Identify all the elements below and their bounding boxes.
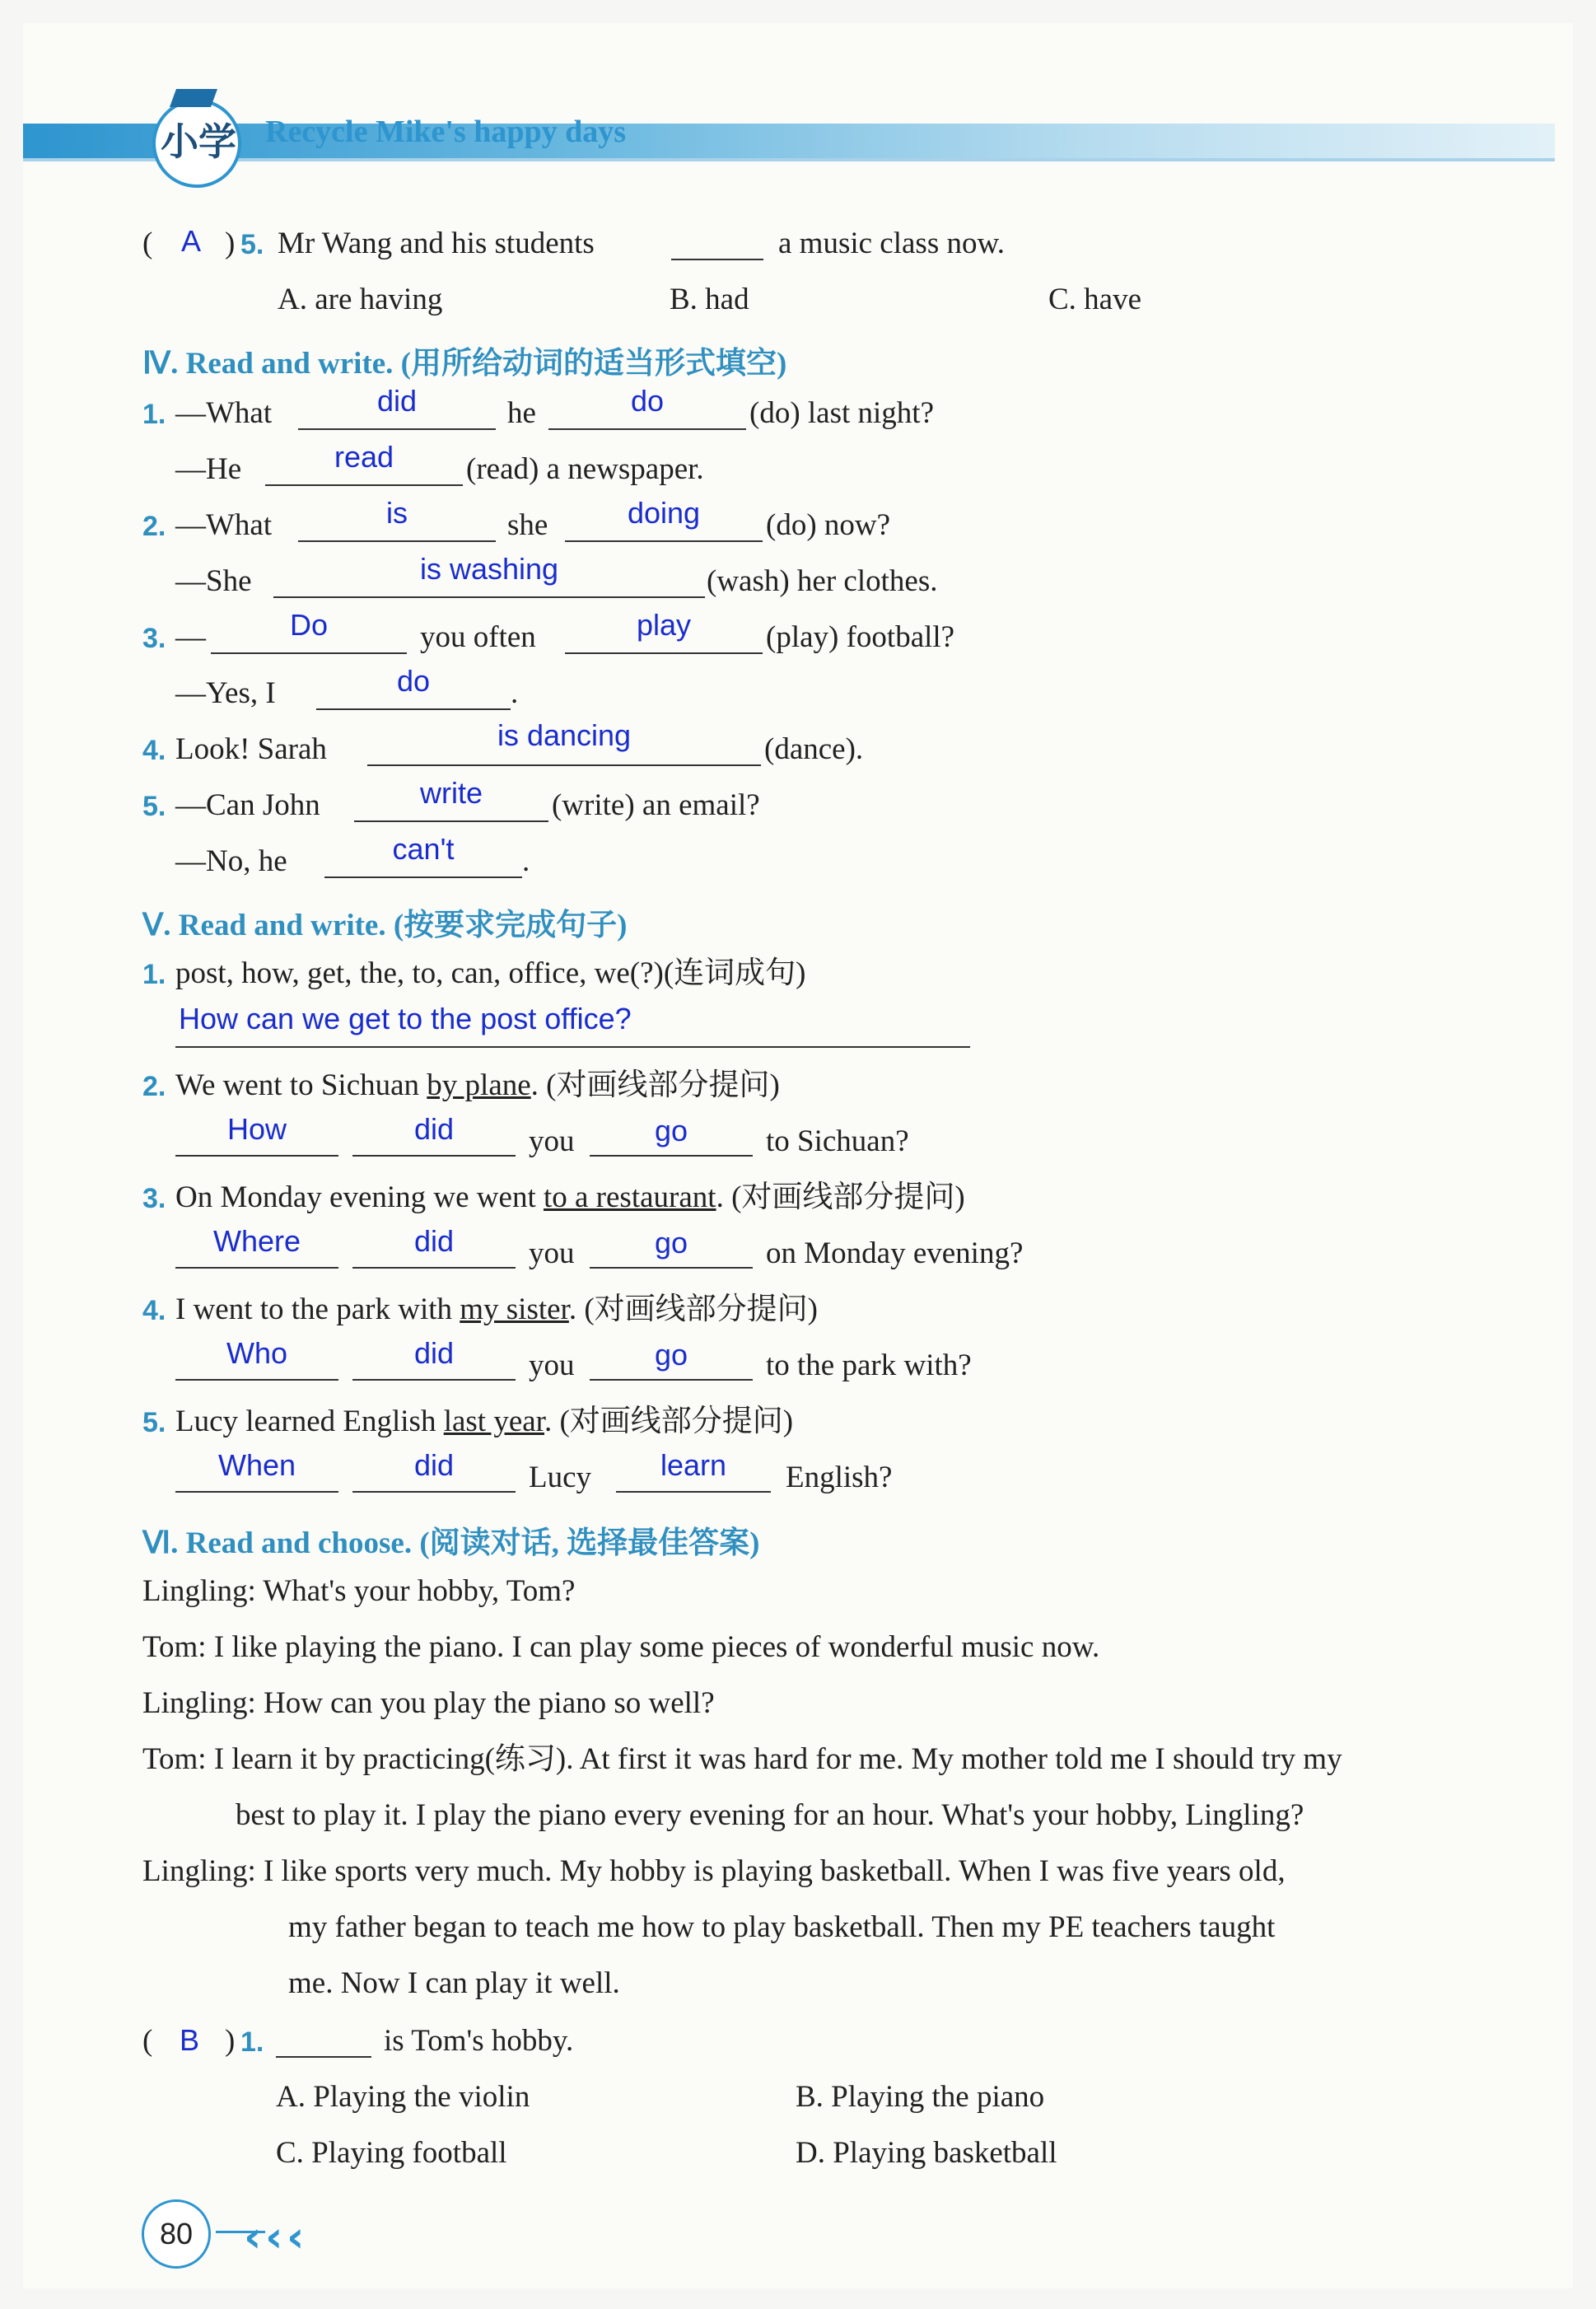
s5-q4-word-1: you xyxy=(529,1348,575,1382)
s4-q1-text-e: (read) a newspaper. xyxy=(466,452,704,486)
s4-q1-blank-3 xyxy=(265,484,463,486)
chevron-left-icon: ‹ xyxy=(265,2213,283,2262)
s5-q5-blank-1 xyxy=(175,1491,338,1493)
s4-q3-text-e: . xyxy=(511,676,519,710)
s4-q1-text-d: —He xyxy=(175,452,242,486)
s5-q4-answer-2: did xyxy=(413,1336,455,1370)
dialog-line-8: me. Now I can play it well. xyxy=(288,1966,620,2000)
s5-q5-number: 5. xyxy=(142,1407,166,1438)
s5-q4-underlined: my sister xyxy=(460,1292,569,1326)
s4-q2-text-a: —What xyxy=(175,508,273,542)
s5-q2-answer-2: did xyxy=(413,1112,455,1146)
logo-text: 小学 xyxy=(161,119,236,164)
chevron-left-icon: ‹ xyxy=(287,2213,305,2262)
s5-q2-sentence xyxy=(175,1068,780,1104)
s4-q2-number: 2. xyxy=(142,511,166,542)
q5-blank xyxy=(671,259,763,260)
s4-q5-text-a: —Can John xyxy=(175,788,320,822)
s4-q1-answer-1: did xyxy=(376,384,418,418)
s4-q5-answer-2: can't xyxy=(392,832,455,866)
s4-q3-answer-3: do xyxy=(396,664,431,698)
dialog-line-5: best to play it. I play the piano every evening for an hour. What's your hobby, Lingling? xyxy=(236,1798,1304,1832)
s5-q4-blank-2 xyxy=(352,1379,516,1381)
s4-q1-blank-1 xyxy=(298,428,496,430)
s4-q5-text-c: (write) an email? xyxy=(552,788,760,822)
section-5-title: Ⅴ. Read and write. (按要求完成句子) xyxy=(142,909,628,942)
s4-q2-text-b: she xyxy=(507,508,548,542)
s5-q3-answer-1: Where xyxy=(212,1224,301,1258)
dialog-line-7: my father began to teach me how to play basketball. Then my PE teachers taught xyxy=(288,1910,1276,1944)
s5-q3-blank-2 xyxy=(352,1267,516,1269)
s5-q5-blank-2 xyxy=(352,1491,516,1493)
s5-q3-pre: On Monday evening we went xyxy=(175,1180,544,1214)
q5-paren: ( xyxy=(142,227,153,260)
q5-option-a: A. are having xyxy=(278,283,443,316)
s4-q2-blank-2 xyxy=(565,540,763,542)
s4-q5-text-e: . xyxy=(522,844,530,878)
s5-q4-word-2: to the park with? xyxy=(766,1348,972,1382)
dialog-line-2: Tom: I like playing the piano. I can play some pieces of wonderful music now. xyxy=(142,1630,1100,1664)
graduation-cap-icon xyxy=(170,89,217,107)
s5-q5-underlined: last year xyxy=(443,1405,544,1438)
s5-q2-post: . (对画线部分提问) xyxy=(530,1068,780,1102)
q5-option-b: B. had xyxy=(670,283,749,316)
s5-q3-underlined: to a restaurant xyxy=(543,1180,716,1214)
s5-q5-answer-2: did xyxy=(413,1448,455,1482)
s4-q4-number: 4. xyxy=(142,735,166,766)
s4-q2-answer-3: is washing xyxy=(419,552,559,586)
s5-q1-number: 1. xyxy=(142,959,166,990)
s4-q5-text-d: —No, he xyxy=(175,844,287,878)
s6-q1-blank xyxy=(276,2056,371,2058)
s4-q4-text-a: Look! Sarah xyxy=(175,732,327,766)
q5-number: 5. xyxy=(240,229,264,260)
s5-q4-blank-3 xyxy=(590,1379,753,1381)
s5-q2-word-2: to Sichuan? xyxy=(766,1124,909,1158)
s5-q2-answer-1: How xyxy=(226,1112,287,1146)
s5-q2-pre: We went to Sichuan xyxy=(175,1068,427,1102)
s5-q4-blank-1 xyxy=(175,1379,338,1381)
s4-q1-text-b: he xyxy=(507,396,536,430)
s5-q1-blank xyxy=(175,1046,970,1048)
s5-q3-sentence xyxy=(175,1180,965,1216)
s5-q3-post: . (对画线部分提问) xyxy=(716,1180,965,1214)
s4-q1-answer-3: read xyxy=(334,440,394,474)
s6-q1-answer: B xyxy=(179,2023,199,2057)
s4-q3-blank-1 xyxy=(211,652,407,654)
s5-q5-word-2: English? xyxy=(786,1461,893,1494)
s4-q5-blank-1 xyxy=(354,820,548,822)
s4-q3-answer-1: Do xyxy=(289,608,329,642)
section-4-title: Ⅳ. Read and write. (用所给动词的适当形式填空) xyxy=(142,347,787,381)
s4-q2-blank-1 xyxy=(298,540,496,542)
s4-q3-blank-2 xyxy=(565,652,763,654)
s4-q2-text-c: (do) now? xyxy=(766,508,891,542)
s5-q4-number: 4. xyxy=(142,1295,166,1326)
s5-q4-pre: I went to the park with xyxy=(175,1292,460,1326)
s5-q5-answer-1: When xyxy=(217,1448,296,1482)
s5-q4-answer-3: go xyxy=(654,1338,688,1372)
s5-q4-sentence xyxy=(175,1292,818,1328)
s6-q1-option-c: C. Playing football xyxy=(276,2136,507,2170)
s6-q1-option-b: B. Playing the piano xyxy=(796,2080,1045,2114)
chevron-left-icon: ‹ xyxy=(244,2213,262,2262)
q5-paren-close: ) xyxy=(225,227,236,260)
s6-q1-text: is Tom's hobby. xyxy=(384,2024,574,2058)
q5-answer: A xyxy=(180,224,201,258)
section-6-title: Ⅵ. Read and choose. (阅读对话, 选择最佳答案) xyxy=(142,1526,760,1560)
s5-q1-text: post, how, get, the, to, can, office, we(?)(连词成句) xyxy=(175,956,806,990)
dialog-line-4: Tom: I learn it by practicing(练习). At first it was hard for me. My mother told me I should try my xyxy=(142,1742,1342,1776)
s4-q2-answer-2: doing xyxy=(627,496,701,530)
s5-q5-pre: Lucy learned English xyxy=(175,1405,444,1438)
dialog-line-1: Lingling: What's your hobby, Tom? xyxy=(142,1574,576,1608)
s6-q1-paren: ( xyxy=(142,2024,153,2058)
s5-q1-answer: How can we get to the post office? xyxy=(179,1002,632,1035)
s5-q3-word-1: you xyxy=(529,1236,575,1270)
s5-q2-blank-3 xyxy=(590,1155,753,1157)
q5-text-a: Mr Wang and his students xyxy=(278,227,595,260)
s4-q3-number: 3. xyxy=(142,623,166,654)
s4-q3-answer-2: play xyxy=(636,608,692,642)
q5-option-c: C. have xyxy=(1048,283,1142,316)
header-title: Recycle Mike's happy days xyxy=(265,115,627,149)
s5-q2-blank-1 xyxy=(175,1155,338,1157)
s5-q4-post: . (对画线部分提问) xyxy=(568,1292,818,1326)
s5-q2-answer-3: go xyxy=(654,1114,688,1147)
s4-q4-answer-1: is dancing xyxy=(497,718,632,752)
s6-q1-number: 1. xyxy=(240,2026,264,2058)
s5-q5-word-1: Lucy xyxy=(529,1461,592,1494)
s4-q1-number: 1. xyxy=(142,399,166,430)
s5-q3-blank-1 xyxy=(175,1267,338,1269)
s5-q3-number: 3. xyxy=(142,1183,166,1214)
s5-q2-number: 2. xyxy=(142,1071,166,1102)
s5-q5-post: . (对画线部分提问) xyxy=(544,1405,794,1438)
s6-q1-option-d: D. Playing basketball xyxy=(796,2136,1057,2170)
s4-q3-text-b: you often xyxy=(420,620,536,654)
s4-q2-answer-1: is xyxy=(386,496,408,530)
s4-q1-answer-2: do xyxy=(630,384,665,418)
s5-q3-answer-2: did xyxy=(413,1224,455,1258)
s4-q2-blank-3 xyxy=(273,596,705,598)
s4-q1-blank-2 xyxy=(548,428,746,430)
header-line xyxy=(23,158,1555,161)
s5-q4-answer-1: Who xyxy=(226,1336,288,1370)
s5-q2-underlined: by plane xyxy=(427,1068,531,1102)
s5-q5-blank-3 xyxy=(616,1491,771,1493)
s4-q4-blank-1 xyxy=(367,764,761,766)
s4-q1-text-c: (do) last night? xyxy=(749,396,935,430)
s5-q3-word-2: on Monday evening? xyxy=(766,1236,1024,1270)
s4-q2-text-d: —She xyxy=(175,564,252,598)
s4-q2-text-e: (wash) her clothes. xyxy=(707,564,938,598)
dialog-line-3: Lingling: How can you play the piano so well? xyxy=(142,1686,715,1720)
s5-q2-blank-2 xyxy=(352,1155,516,1157)
q5-text-b: a music class now. xyxy=(778,227,1006,260)
header-band xyxy=(23,124,1555,160)
s6-q1-option-a: A. Playing the violin xyxy=(276,2080,530,2114)
s4-q3-text-a: — xyxy=(175,620,206,654)
s6-q1-paren-close: ) xyxy=(225,2024,236,2058)
s4-q3-text-c: (play) football? xyxy=(766,620,955,654)
s4-q4-text-c: (dance). xyxy=(764,732,864,766)
s4-q5-number: 5. xyxy=(142,791,166,822)
s5-q3-answer-3: go xyxy=(654,1226,688,1260)
s4-q5-blank-2 xyxy=(324,876,522,878)
s4-q3-text-d: —Yes, I xyxy=(175,676,276,710)
s4-q1-text-a: —What xyxy=(175,396,273,430)
page-number: 80 xyxy=(142,2199,211,2269)
s4-q3-blank-3 xyxy=(316,708,511,710)
s4-q5-answer-1: write xyxy=(419,776,483,810)
dialog-line-6: Lingling: I like sports very much. My hobby is playing basketball. When I was five years old, xyxy=(142,1854,1286,1888)
s5-q3-blank-3 xyxy=(590,1267,753,1269)
s5-q5-answer-3: learn xyxy=(660,1448,727,1482)
s5-q5-sentence xyxy=(175,1404,793,1440)
s5-q2-word-1: you xyxy=(529,1124,575,1158)
